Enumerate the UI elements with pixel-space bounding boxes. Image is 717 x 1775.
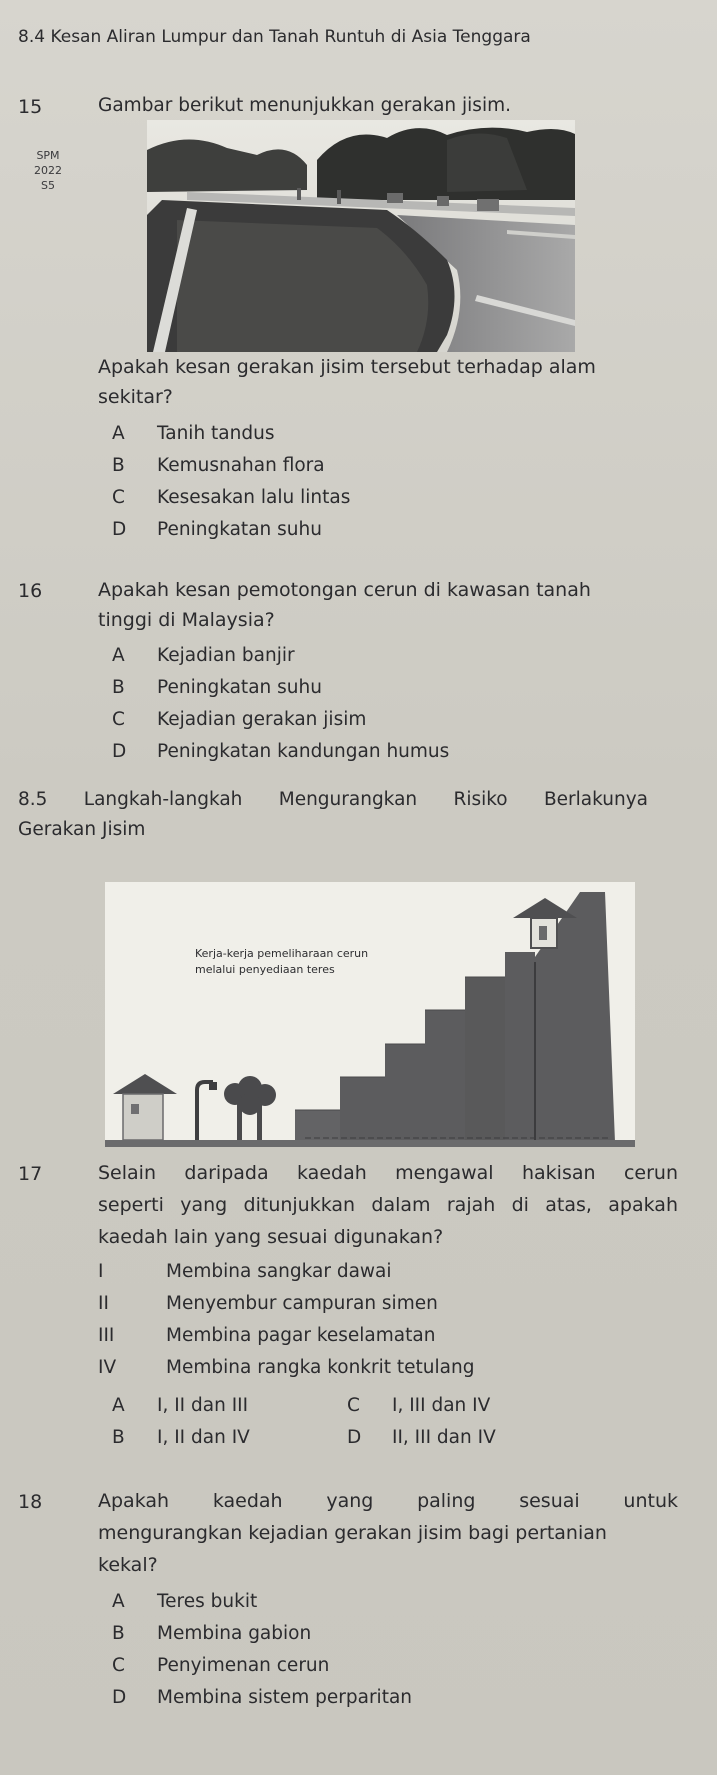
option-letter: C (112, 709, 125, 730)
option-text: Penyimenan cerun (157, 1655, 330, 1676)
option-letter: C (112, 1655, 125, 1676)
diagram-label-line1: Kerja-kerja pemeliharaan cerun (195, 947, 369, 960)
option-text: Peningkatan kandungan humus (157, 741, 450, 762)
option-text: I, III dan IV (392, 1395, 491, 1416)
option-letter: A (112, 1591, 125, 1612)
statement-roman: I (98, 1261, 104, 1282)
statement-text: Membina sangkar dawai (166, 1261, 392, 1282)
option-text: Kejadian gerakan jisim (157, 709, 367, 730)
question-16-text-line2: tinggi di Malaysia? (98, 609, 275, 631)
question-16-text-line1: Apakah kesan pemotongan cerun di kawasan tanah (98, 579, 591, 601)
option-text: Membina sistem perparitan (157, 1687, 413, 1708)
option-text: Peningkatan suhu (157, 677, 322, 698)
option-letter: C (112, 487, 125, 508)
option-letter: D (112, 519, 127, 540)
exam-tag-line: S5 (41, 179, 55, 192)
section-title-8-5-line2: Gerakan Jisim (18, 819, 146, 840)
statement-roman: III (98, 1325, 115, 1346)
option-text: Tanih tandus (157, 423, 275, 444)
question-17-text-line3: kaedah lain yang sesuai digunakan? (98, 1226, 444, 1248)
option-text: Kejadian banjir (157, 645, 295, 666)
question-16-number: 16 (18, 580, 43, 602)
option-letter: B (112, 1427, 125, 1448)
option-text: Teres bukit (157, 1591, 258, 1612)
option-text: Kesesakan lalu lintas (157, 487, 351, 508)
question-15-text-line2: sekitar? (98, 386, 173, 408)
option-text: Peningkatan suhu (157, 519, 322, 540)
option-letter: A (112, 645, 125, 666)
option-letter: B (112, 677, 125, 698)
exam-tag-line: SPM (36, 149, 60, 162)
option-letter: B (112, 455, 125, 476)
question-17-text-line2: seperti yang ditunjukkan dalam rajah di atas, apakah (98, 1194, 678, 1216)
question-15-number: 15 (18, 96, 43, 118)
section-title-8-4: 8.4 Kesan Aliran Lumpur dan Tanah Runtuh di Asia Tenggara (18, 27, 531, 47)
question-17-number: 17 (18, 1163, 43, 1185)
option-text: I, II dan IV (157, 1427, 250, 1448)
option-letter: C (347, 1395, 360, 1416)
question-18-text-line3: kekal? (98, 1554, 158, 1576)
option-letter: D (112, 1687, 127, 1708)
exam-tag (22, 148, 74, 193)
option-letter: D (347, 1427, 362, 1448)
option-letter: D (112, 741, 127, 762)
statement-roman: IV (98, 1357, 117, 1378)
statement-text: Membina rangka konkrit tetulang (166, 1357, 475, 1378)
question-18-number: 18 (18, 1491, 43, 1513)
question-18-text-line2: mengurangkan kejadian gerakan jisim bagi pertanian (98, 1522, 607, 1544)
option-letter: A (112, 1395, 125, 1416)
option-letter: B (112, 1623, 125, 1644)
exam-tag-line: 2022 (34, 164, 62, 177)
road-collapse-photo (147, 120, 575, 352)
diagram-label-line2: melalui penyediaan teres (195, 963, 335, 976)
option-letter: A (112, 423, 125, 444)
question-15-intro: Gambar berikut menunjukkan gerakan jisim. (98, 95, 511, 116)
option-text: Kemusnahan flora (157, 455, 325, 476)
statement-text: Membina pagar keselamatan (166, 1325, 436, 1346)
option-text: Membina gabion (157, 1623, 312, 1644)
question-17-text-line1: Selain daripada kaedah mengawal hakisan cerun (98, 1162, 678, 1184)
option-text: II, III dan IV (392, 1427, 496, 1448)
statement-roman: II (98, 1293, 109, 1314)
section-title-8-5-line1: 8.5 Langkah-langkah Mengurangkan Risiko Berlakunya (18, 789, 648, 810)
option-text: I, II dan III (157, 1395, 249, 1416)
terrace-diagram (105, 882, 635, 1147)
question-18-text-line1: Apakah kaedah yang paling sesuai untuk (98, 1490, 678, 1512)
question-15-text-line1: Apakah kesan gerakan jisim tersebut terhadap alam (98, 356, 596, 378)
statement-text: Menyembur campuran simen (166, 1293, 438, 1314)
